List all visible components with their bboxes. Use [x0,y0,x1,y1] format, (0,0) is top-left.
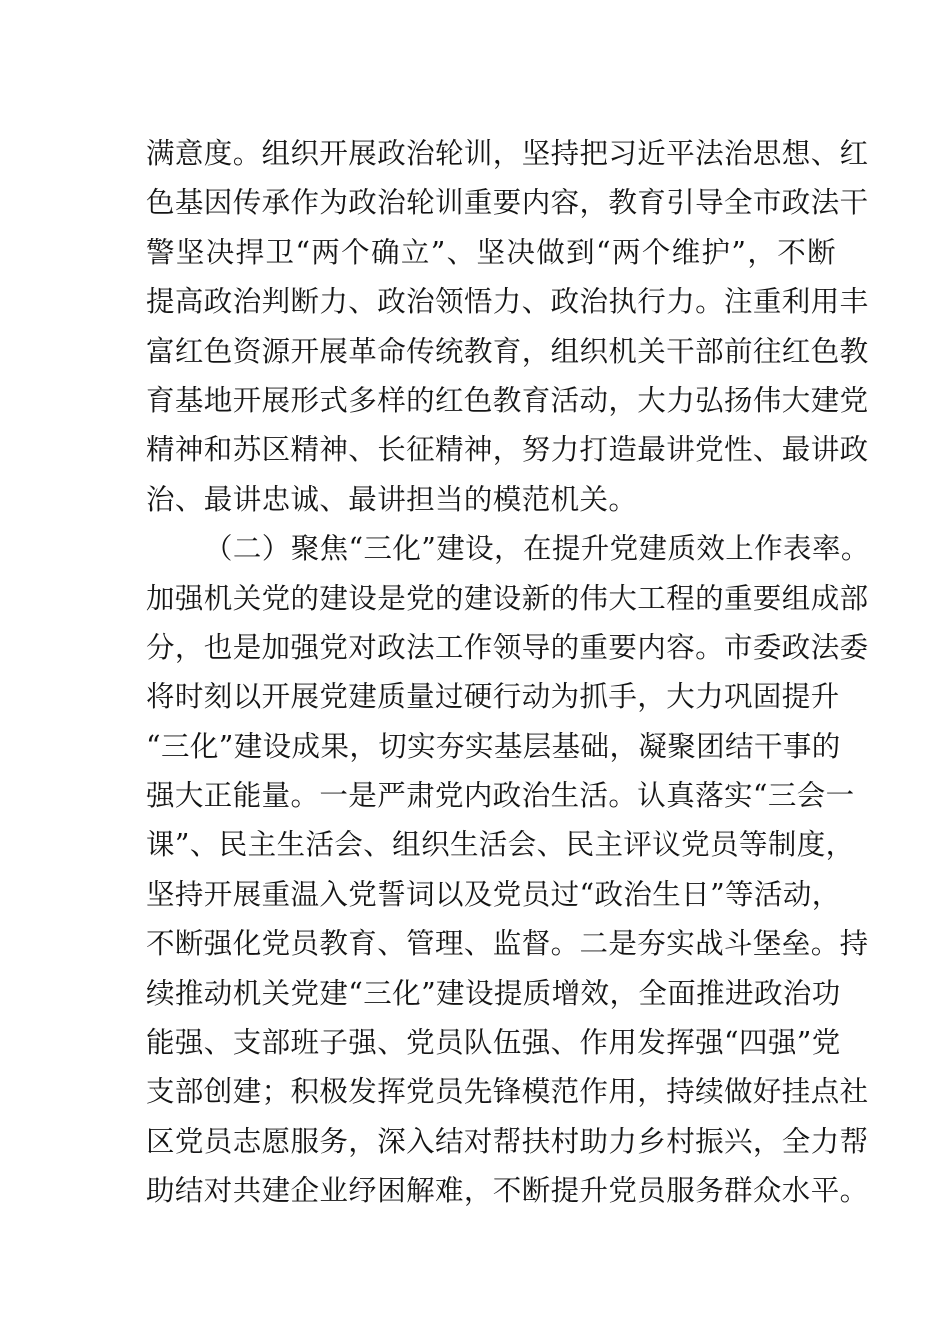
text-line: 将时刻以开展党建质量过硬行动为抓手，大力巩固提升 [146,680,840,714]
document-body [146,129,870,1216]
paragraph [146,129,869,524]
text-line: 不断强化党员教育、管理、监督。二是夯实战斗堡垒。持 [146,927,869,961]
text-line: 提高政治判断力、政治领悟力、政治执行力。注重利用丰 [146,285,869,319]
text-line: 能强、支部班子强、党员队伍强、作用发挥强“四强”党 [146,1026,841,1060]
text-line: 满意度。组织开展政治轮训，坚持把习近平法治思想、红 [146,137,869,170]
text-line: 区党员志愿服务，深入结对帮扶村助力乡村振兴，全力帮 [146,1124,869,1158]
text-line: 加强机关党的建设是党的建设新的伟大工程的重要组成部 [146,581,869,615]
text-line: 支部创建；积极发挥党员先锋模范作用，持续做好挂点社 [146,1075,869,1109]
text-line: 坚持开展重温入党誓词以及党员过“政治生日”等活动， [146,877,841,911]
text-line: 课”、民主生活会、组织生活会、民主评议党员等制度， [146,828,855,862]
text-line: 续推动机关党建“三化”建设提质增效，全面推进政治功 [146,976,841,1010]
paragraph [146,524,870,1215]
text-line: 育基地开展形式多样的红色教育活动，大力弘扬伟大建党 [146,383,869,417]
section-heading-line: （二）聚焦“三化”建设，在提升党建质效上作表率。 [204,532,870,566]
text-line: “三化”建设成果，切实夯实基层基础，凝聚团结干事的 [146,729,841,763]
text-line: 富红色资源开展革命传统教育，组织机关干部前往红色教 [146,334,869,368]
text-line: 分，也是加强党对政法工作领导的重要内容。市委政法委 [146,630,869,664]
text-line: 精神和苏区精神、长征精神，努力打造最讲党性、最讲政 [146,433,869,467]
text-line: 强大正能量。一是严肃党内政治生活。认真落实“三会一 [146,779,855,813]
text-line: 助结对共建企业纾困解难，不断提升党员服务群众水平。 [146,1174,869,1208]
text-line: 治、最讲忠诚、最讲担当的模范机关。 [146,482,638,516]
text-line: 色基因传承作为政治轮训重要内容，教育引导全市政法干 [146,186,869,220]
text-line: 警坚决捍卫“两个确立”、坚决做到“两个维护”，不断 [146,235,836,269]
